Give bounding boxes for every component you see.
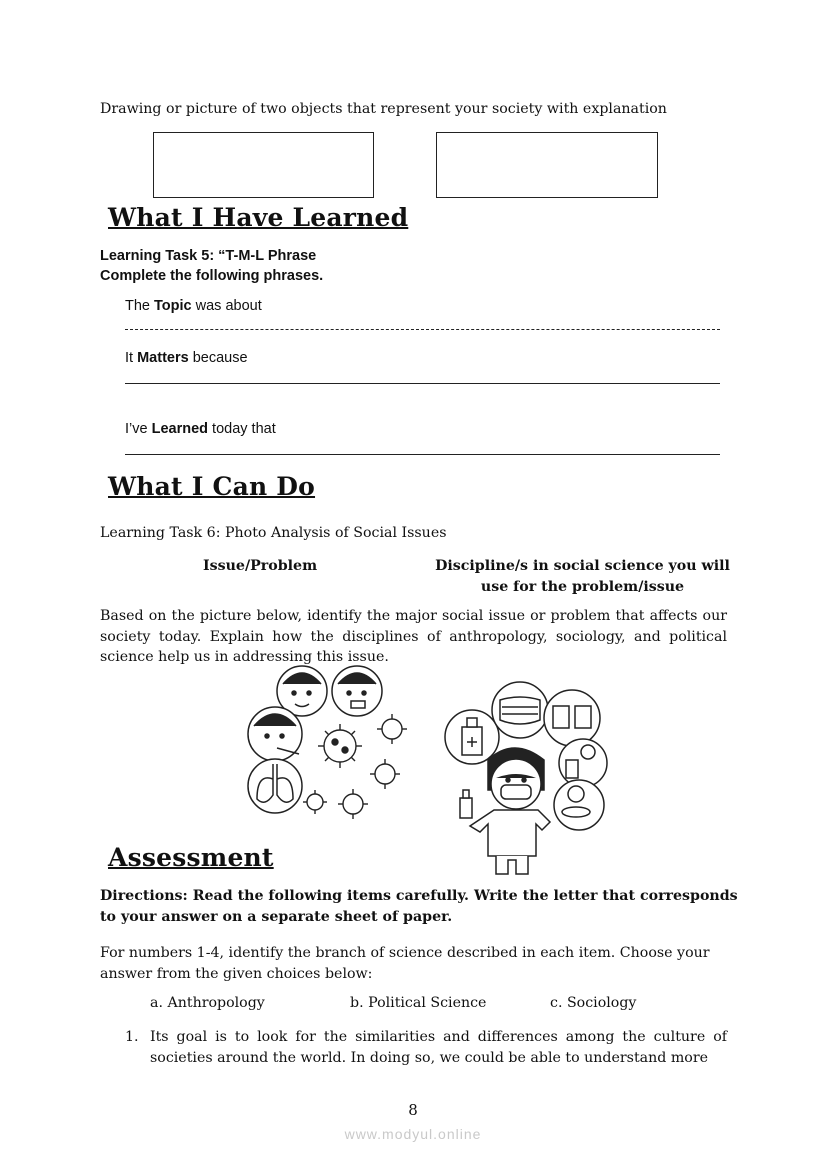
face-mask-icon xyxy=(492,682,548,738)
vitamins-icon xyxy=(544,690,600,746)
drawing-box-1[interactable] xyxy=(153,132,374,198)
choice-a: a. Anthropology xyxy=(150,995,265,1011)
section-heading-learned: What I Have Learned xyxy=(108,203,409,232)
task5-title: Learning Task 5: “T-M-L Phrase xyxy=(100,248,317,264)
alcohol-bottle-icon xyxy=(445,710,499,764)
assessment-intro: For numbers 1-4, identify the branch of science described in each item. Choose your answer from the given choices below: xyxy=(100,945,710,982)
eating-icon xyxy=(554,780,604,830)
virus-icon-group xyxy=(303,714,407,819)
social-issue-illustration-right xyxy=(440,680,612,880)
intro-text: Drawing or picture of two objects that represent your society with explanation xyxy=(100,101,667,117)
coughing-face-icon xyxy=(332,666,382,716)
phrase-matters: It Matters because xyxy=(125,350,248,366)
virus-icon xyxy=(377,714,407,744)
virus-icon xyxy=(370,759,400,789)
fever-face-icon xyxy=(248,707,302,761)
page-number: 8 xyxy=(408,1101,418,1119)
column-discipline: Discipline/s in social science you will use for the problem/issue xyxy=(435,558,730,595)
task5-instruction: Complete the following phrases. xyxy=(100,268,324,284)
boy-with-mask-icon xyxy=(460,748,550,874)
answer-line-matters[interactable] xyxy=(125,383,720,384)
task6-paragraph: Based on the picture below, identify the major social issue or problem that affects our society today. Explain how the disciplines of anthropology, sociology, and political science help us in addressing this issue. xyxy=(100,608,727,665)
answer-line-learned[interactable] xyxy=(125,454,720,455)
section-heading-can-do: What I Can Do xyxy=(108,472,316,501)
choice-c: c. Sociology xyxy=(550,995,637,1011)
column-issue: Issue/Problem xyxy=(203,558,318,574)
virus-icon xyxy=(303,790,327,814)
section-heading-assessment: Assessment xyxy=(108,843,274,872)
answer-line-topic[interactable] xyxy=(125,329,720,330)
virus-icon xyxy=(338,789,368,819)
phrase-topic: The Topic was about xyxy=(125,298,262,314)
spray-bottle-icon xyxy=(460,798,472,818)
virus-icon xyxy=(318,724,362,768)
watermark: www.modyul.online xyxy=(344,1126,482,1142)
assessment-directions: Directions: Read the following items carefully. Write the letter that corresponds to your answer on a separate sheet of paper. xyxy=(100,888,738,925)
task6-title: Learning Task 6: Photo Analysis of Social Issues xyxy=(100,525,447,541)
choice-b: b. Political Science xyxy=(350,995,487,1011)
drawing-box-2[interactable] xyxy=(436,132,658,198)
lungs-icon xyxy=(248,759,302,813)
item-number: 1. xyxy=(125,1029,139,1045)
social-issue-illustration-left xyxy=(245,664,410,829)
phrase-learned: I’ve Learned today that xyxy=(125,421,276,437)
item-text: Its goal is to look for the similarities and differences among the culture of societies around the world. In doing so, we could be able to understand more xyxy=(150,1029,727,1066)
